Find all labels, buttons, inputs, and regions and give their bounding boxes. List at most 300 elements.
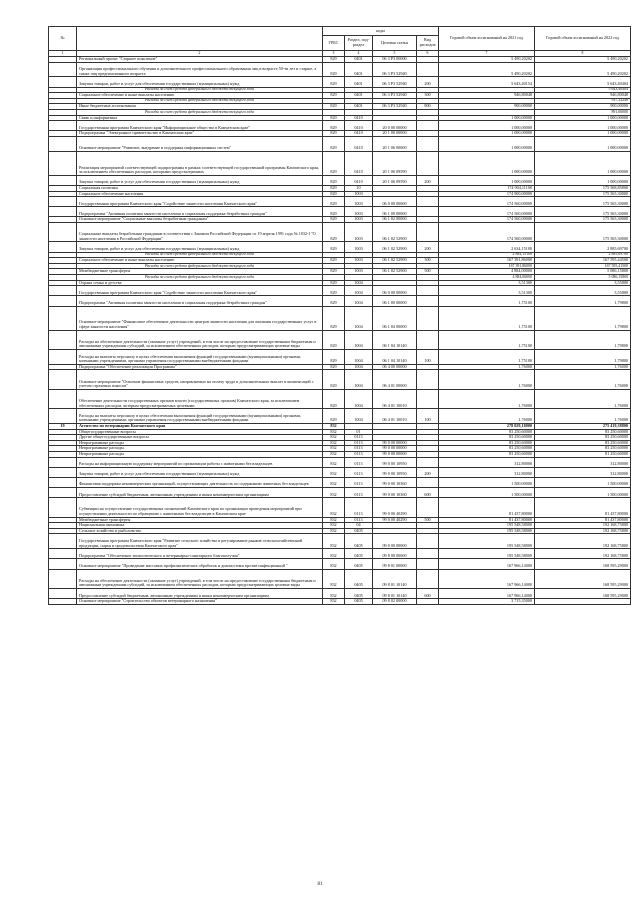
row-name-cell: Охрана семьи и детства [77, 280, 323, 286]
row-name-cell: Расходы на выплаты персоналу в целях обеспечения выполнения функций государственными (муниципальными) органами, казенными учреждениями, органами управления государственными внебюджетными фондами [77, 409, 323, 424]
row-number-cell [49, 136, 77, 151]
row-amount-2021-cell: 3 715,35000 [439, 599, 535, 605]
row-razdel-cell: 04 [345, 523, 373, 529]
table-row [49, 286, 631, 296]
row-name-cell: Предоставление субсидий бюджетным, автономным учреждениям и иным некоммерческим организациям [77, 488, 323, 498]
row-name-cell: Государственная программа Камчатского края "Содействие занятости населения Камчатского края" [77, 286, 323, 296]
header-name [77, 27, 323, 51]
row-razdel-cell: 1003 [345, 258, 373, 264]
row-amount-2022-cell: 192 168,75800 [535, 549, 631, 559]
row-razdel-cell: 0113 [345, 451, 373, 457]
row-vid-cell [417, 223, 439, 242]
row-number-cell [49, 559, 77, 569]
row-amount-2021-cell: 5 490,20202 [439, 62, 535, 77]
row-razdel-cell: 0401 [345, 77, 373, 87]
row-name-cell: Основное мероприятие "Освоение финансовых средств, направляемых на оплату труда и дополнительных выплат и компенсаций с учетом страховых взносов" [77, 370, 323, 389]
row-target-cell: 20 1 06 09590 [373, 175, 417, 185]
row-razdel-cell: 0113 [345, 477, 373, 487]
row-target-cell: 06 4 00 00000 [373, 364, 417, 370]
row-amount-2022-cell: 275 419,38800 [535, 423, 631, 429]
row-amount-2022-cell: 175 565,30000 [535, 223, 631, 242]
header-index: 1 [49, 51, 77, 57]
row-number-cell [49, 534, 77, 549]
row-razdel-cell: 1003 [345, 197, 373, 207]
table-row [49, 175, 631, 185]
header-target: Целевая статья [373, 36, 417, 51]
row-number-cell [49, 498, 77, 517]
row-amount-2021-cell: 195 548,58000 [439, 534, 535, 549]
row-amount-2021-cell: 1 000,00000 [439, 151, 535, 175]
row-amount-2021-cell: 3,51300 [439, 286, 535, 296]
row-target-cell: 99 0 00 10360 [373, 477, 417, 487]
row-target-cell: 06 0 00 00000 [373, 286, 417, 296]
row-amount-2022-cell: 312,80000 [535, 467, 631, 477]
row-amount-2021-cell: 5 643,40154 [439, 77, 535, 87]
row-name-cell: Расходы на обеспечение деятельности (оказание услуг) учреждений, в том числе на предоставление государственным бюджетным и автономным учреждениям субсидий, за исключением обеспеченных расходов, которым предусматривающих целевые виды [77, 569, 323, 588]
row-amount-2021-cell: 1,76000 [439, 389, 535, 408]
row-grbs-cell: 832 [323, 477, 345, 487]
row-name-cell: Агентство по ветеринарии Камчатского края [77, 423, 323, 429]
row-vid-cell: 600 [417, 488, 439, 498]
row-razdel-cell: 1003 [345, 191, 373, 197]
row-target-cell: 99 0 00 00000 [373, 446, 417, 452]
table-row [49, 121, 631, 131]
row-amount-2022-cell: 83 250,60000 [535, 429, 631, 435]
row-amount-2022-cell: 81 437,80000 [535, 517, 631, 523]
row-vid-cell [417, 207, 439, 217]
row-razdel-cell: 0113 [345, 488, 373, 498]
row-grbs-cell: 829 [323, 330, 345, 349]
row-grbs-cell: 832 [323, 440, 345, 446]
row-razdel-cell: 0113 [345, 435, 373, 441]
row-razdel-cell: 1004 [345, 409, 373, 424]
row-grbs-cell: 832 [323, 451, 345, 457]
row-target-cell: 06 1 00 00000 [373, 207, 417, 217]
row-razdel-cell: 1004 [345, 296, 373, 306]
row-name-cell: Расходы на информационную поддержку мероприятий по организации работы с животными без владельцев [77, 457, 323, 467]
row-target-cell: 20 1 00 00000 [373, 131, 417, 137]
row-amount-2022-cell: 1,79800 [535, 330, 631, 349]
row-razdel-cell: 0405 [345, 528, 373, 534]
row-vid-cell [417, 549, 439, 559]
table-row [49, 599, 631, 605]
row-amount-2022-cell: 168 595,29000 [535, 588, 631, 598]
row-name-cell: Межбюджетные трансферты [77, 269, 323, 275]
row-vid-cell [417, 498, 439, 517]
table-row [49, 389, 631, 408]
row-name-cell: Основное мероприятие "Социальные выплаты безработным гражданам" [77, 217, 323, 223]
table-row [49, 136, 631, 151]
table-row [49, 588, 631, 598]
row-grbs-cell: 829 [323, 191, 345, 197]
row-grbs-cell: 829 [323, 242, 345, 252]
row-target-cell: 99 0 00 40290 [373, 498, 417, 517]
row-name-cell: Реализация мероприятий соответствующей подпрограммы в рамках соответствующей государственной программы Камчатского края, за исключением обеспеченных расходов, которыми предусмотренных [77, 151, 323, 175]
row-razdel-cell: 0405 [345, 534, 373, 549]
row-grbs-cell: 832 [323, 528, 345, 534]
row-amount-2022-cell: 192 168,75800 [535, 528, 631, 534]
row-razdel-cell: 0113 [345, 498, 373, 517]
row-amount-2021-cell: 312,80000 [439, 467, 535, 477]
row-number-cell [49, 370, 77, 389]
row-amount-2021-cell: 83 250,60000 [439, 446, 535, 452]
row-amount-2022-cell: 5 490,20202 [535, 57, 631, 63]
row-amount-2021-cell: 83 250,60000 [439, 429, 535, 435]
row-vid-cell: 800 [417, 104, 439, 110]
budget-page [48, 26, 630, 605]
table-row [49, 534, 631, 549]
row-amount-2022-cell: 175 565,30000 [535, 217, 631, 223]
table-row [49, 296, 631, 306]
row-amount-2022-cell: 192 168,75800 [535, 523, 631, 529]
row-amount-2022-cell: 1 000,00000 [535, 121, 631, 131]
row-name-cell: Связь и информатика [77, 115, 323, 121]
row-vid-cell [417, 62, 439, 77]
row-amount-2022-cell: 5 490,20202 [535, 62, 631, 77]
row-target-cell: 06 1 02 52900 [373, 258, 417, 264]
row-vid-cell: 600 [417, 588, 439, 598]
row-amount-2021-cell: 174 560,00000 [439, 217, 535, 223]
table-row [49, 330, 631, 349]
row-razdel-cell: 0401 [345, 57, 373, 63]
row-amount-2022-cell: 83 250,60000 [535, 435, 631, 441]
row-name-cell: Государственная программа Камчатского края "Содействие занятости населения Камчатского края" [77, 197, 323, 207]
row-razdel-cell: 0410 [345, 151, 373, 175]
row-razdel-cell: 0405 [345, 599, 373, 605]
row-razdel-cell: 1004 [345, 306, 373, 330]
row-razdel-cell: 0410 [345, 131, 373, 137]
row-name-cell: Межбюджетные трансферты [77, 517, 323, 523]
row-amount-2021-cell: 83 250,60000 [439, 451, 535, 457]
header-index: 6 [417, 51, 439, 57]
table-row [49, 242, 631, 252]
row-target-cell: 09 8 02 00000 [373, 599, 417, 605]
row-target-cell: 99 0 00 10950 [373, 467, 417, 477]
row-amount-2022-cell: 1 000,00000 [535, 136, 631, 151]
row-amount-2021-cell: 81 437,80000 [439, 498, 535, 517]
row-target-cell: 06 3 P3 52940 [373, 93, 417, 99]
row-amount-2021-cell: 1 000,00000 [439, 175, 535, 185]
table-row [49, 349, 631, 364]
row-amount-2022-cell: 175 568,85800 [535, 185, 631, 191]
row-grbs-cell: 829 [323, 121, 345, 131]
row-number-cell [49, 409, 77, 424]
row-target-cell: 06 4 01 10010 [373, 389, 417, 408]
row-grbs-cell: 829 [323, 136, 345, 151]
row-name-cell: Организация профессионального обучения и дополнительного профессионального образования лиц в возрасте 50-ти лет и старше, а также лиц предпенсионного возраста [77, 62, 323, 77]
row-name-cell: Социальное обеспечение и иные выплаты населению [77, 93, 323, 99]
row-amount-2022-cell: 1 500,00000 [535, 488, 631, 498]
row-razdel-cell: 0405 [345, 559, 373, 569]
table-row [49, 457, 631, 467]
table-row [49, 569, 631, 588]
row-amount-2021-cell: 2 884,15100 [439, 252, 535, 258]
row-number-cell [49, 223, 77, 242]
row-number-cell [49, 62, 77, 77]
table-row [49, 559, 631, 569]
row-target-cell: 99 0 00 00000 [373, 440, 417, 446]
row-grbs-cell: 829 [323, 349, 345, 364]
table-row [49, 223, 631, 242]
row-name-cell: Расходы за счет средств федерального бюджета текущего года [77, 109, 323, 115]
row-amount-2022-cell: 3,55800 [535, 280, 631, 286]
row-amount-2022-cell: 175 565,30000 [535, 197, 631, 207]
row-amount-2021-cell: 946,80048 [439, 93, 535, 99]
row-name-cell: Другие общегосударственные вопросы [77, 435, 323, 441]
row-amount-2022-cell: 5 643,40404 [535, 87, 631, 93]
row-amount-2021-cell: 174 900,00000 [439, 191, 535, 197]
row-name-cell: Социальные выплаты безработным гражданам в соответствии с Законом Российской Федерации от 19 апреля 1991 года № 1032-I "О занятости населения в Российской Федерации" [77, 223, 323, 242]
row-grbs-cell: 832 [323, 534, 345, 549]
row-target-cell: 99 0 00 40290 [373, 517, 417, 523]
row-vid-cell [417, 121, 439, 131]
row-amount-2021-cell: 278 029,18000 [439, 423, 535, 429]
header-index: 3 [323, 51, 345, 57]
row-name-cell: Закупка товаров, работ и услуг для обеспечения государственных (муниципальных) нужд [77, 242, 323, 252]
row-number-cell [49, 286, 77, 296]
row-amount-2022-cell: 2 885,69700 [535, 242, 631, 252]
row-target-cell: 06 3 P3 52940 [373, 77, 417, 87]
row-amount-2022-cell: 1,76000 [535, 409, 631, 424]
row-vid-cell [417, 370, 439, 389]
table-row [49, 549, 631, 559]
row-razdel-cell: 1004 [345, 330, 373, 349]
row-amount-2022-cell: 167 595,44500 [535, 258, 631, 264]
row-grbs-cell: 832 [323, 457, 345, 467]
row-amount-2022-cell: 900,00000 [535, 104, 631, 110]
header-codes: коды [323, 27, 439, 36]
row-grbs-cell: 829 [323, 93, 345, 99]
row-name-cell: Подпрограмма "Электронное правительство в Камчатском крае" [77, 131, 323, 137]
row-name-cell: Закупка товаров, работ и услуг для обеспечения государственных (муниципальных) нужд [77, 467, 323, 477]
row-name-cell: Непрограммные расходы [77, 446, 323, 452]
row-vid-cell: 500 [417, 269, 439, 275]
row-grbs-cell: 829 [323, 104, 345, 110]
row-razdel-cell: 1003 [345, 223, 373, 242]
row-razdel-cell: 1003 [345, 207, 373, 217]
row-razdel-cell: 1003 [345, 269, 373, 275]
row-razdel-cell: 0401 [345, 93, 373, 99]
row-razdel-cell: 0113 [345, 517, 373, 523]
row-amount-2021-cell: 5 490,20202 [439, 57, 535, 63]
row-razdel-cell: 1004 [345, 286, 373, 296]
row-amount-2021-cell: 1 000,00000 [439, 121, 535, 131]
row-vid-cell [417, 330, 439, 349]
row-amount-2021-cell: 174 904,11100 [439, 185, 535, 191]
header-year-2022: Годовой объем ассигнований на 2022 год [535, 27, 631, 51]
row-amount-2022-cell: 1 000,00000 [535, 115, 631, 121]
header-vid: Вид расходов [417, 36, 439, 51]
row-name-cell: Социальное обеспечение населения [77, 191, 323, 197]
row-vid-cell: 200 [417, 77, 439, 87]
row-grbs-cell: 832 [323, 498, 345, 517]
row-amount-2021-cell: 167 966,14000 [439, 588, 535, 598]
row-name-cell: Расходы за счет средств федерального бюджета текущего года [77, 87, 323, 93]
row-amount-2021-cell: 4 884,00000 [439, 269, 535, 275]
row-vid-cell: 300 [417, 93, 439, 99]
row-grbs-cell: 829 [323, 217, 345, 223]
row-name-cell: Основное мероприятие "Строительство объектов ветеринарного назначения" [77, 599, 323, 605]
row-amount-2022-cell: 83 250,60000 [535, 446, 631, 452]
row-number-cell [49, 389, 77, 408]
row-amount-2022-cell: 83 250,60000 [535, 440, 631, 446]
row-razdel-cell: 0410 [345, 115, 373, 121]
row-number-cell [49, 175, 77, 185]
row-amount-2022-cell: 1 500,00000 [535, 477, 631, 487]
row-name-cell: Закупка товаров, работ и услуг для обеспечения государственных (муниципальных) нужд [77, 77, 323, 87]
row-number-cell [49, 599, 77, 605]
row-target-cell: 06 1 04 10140 [373, 330, 417, 349]
row-amount-2021-cell: 195 548,58000 [439, 549, 535, 559]
table-row [49, 477, 631, 487]
row-grbs-cell: 829 [323, 131, 345, 137]
row-target-cell: 06 1 00 00000 [373, 296, 417, 306]
table-row [49, 488, 631, 498]
row-razdel-cell: 1003 [345, 242, 373, 252]
row-grbs-cell: 832 [323, 559, 345, 569]
row-target-cell: 06 4 01 10010 [373, 409, 417, 424]
row-name-cell: Основное мероприятие "Развитие, внедрение и поддержка информационных систем" [77, 136, 323, 151]
row-grbs-cell: 832 [323, 549, 345, 559]
row-vid-cell [417, 286, 439, 296]
row-vid-cell [417, 197, 439, 207]
header-index: 4 [345, 51, 373, 57]
row-target-cell: 06 1 02 52900 [373, 223, 417, 242]
row-vid-cell [417, 569, 439, 588]
row-name-cell: Социальное обеспечение и иные выплаты населению [77, 258, 323, 264]
row-number-cell [49, 77, 77, 87]
row-amount-2021-cell: 2 634,15100 [439, 242, 535, 252]
row-grbs-cell: 829 [323, 62, 345, 77]
row-vid-cell: 200 [417, 175, 439, 185]
row-target-cell: 06 1 04 00000 [373, 306, 417, 330]
row-target-cell: 09 8 01 00000 [373, 559, 417, 569]
table-row [49, 370, 631, 389]
row-amount-2022-cell: 1 000,00000 [535, 151, 631, 175]
row-grbs-cell: 829 [323, 151, 345, 175]
row-grbs-cell: 829 [323, 280, 345, 286]
row-amount-2021-cell: 195 548,58000 [439, 523, 535, 529]
row-vid-cell [417, 559, 439, 569]
row-amount-2022-cell: 3,55800 [535, 286, 631, 296]
row-amount-2022-cell: 2 885,69700 [535, 252, 631, 258]
header-year-2021: Годовой объем ассигнований на 2021 год [439, 27, 535, 51]
row-amount-2022-cell: 168 595,29000 [535, 559, 631, 569]
row-vid-cell: 100 [417, 409, 439, 424]
row-amount-2022-cell: 1,76000 [535, 364, 631, 370]
row-target-cell: 06 1 02 52900 [373, 269, 417, 275]
row-name-cell: Расходы за счет средств федерального бюджета текущего года [77, 275, 323, 281]
row-number-cell [49, 121, 77, 131]
row-amount-2022-cell: 1,76000 [535, 370, 631, 389]
row-amount-2022-cell: 1,79800 [535, 306, 631, 330]
row-amount-2021-cell: 1,75100 [439, 330, 535, 349]
table-row [49, 498, 631, 517]
row-name-cell: Непрограммные расходы [77, 451, 323, 457]
row-grbs-cell: 829 [323, 409, 345, 424]
row-vid-cell [417, 136, 439, 151]
row-amount-2021-cell: 174 560,00000 [439, 223, 535, 242]
row-amount-2022-cell: 1 000,00000 [535, 131, 631, 137]
row-grbs-cell: 829 [323, 364, 345, 370]
row-target-cell: 20 0 00 00000 [373, 121, 417, 131]
row-grbs-cell: 832 [323, 523, 345, 529]
row-name-cell: Расходы на обеспечение деятельности (оказание услуг) учреждений, в том числе на предоставление государственным бюджетным и автономным учреждениям субсидий, за исключением обеспеченных расходов, которым предусматривающих целевые виды [77, 330, 323, 349]
row-razdel-cell: 0113 [345, 440, 373, 446]
row-amount-2021-cell: 1 000,00000 [439, 131, 535, 137]
row-target-cell: 06 0 00 00000 [373, 197, 417, 207]
row-amount-2021-cell: 4 884,00000 [439, 275, 535, 281]
row-grbs-cell: 829 [323, 370, 345, 389]
header-index: 7 [439, 51, 535, 57]
row-name-cell: Социальная политика [77, 185, 323, 191]
header-no: № [49, 27, 77, 51]
row-amount-2021-cell: 900,00000 [439, 104, 535, 110]
row-target-cell: 09 8 01 10140 [373, 569, 417, 588]
row-razdel-cell: 01 [345, 429, 373, 435]
row-amount-2022-cell: 1,79800 [535, 296, 631, 306]
row-amount-2022-cell: 5 643,40404 [535, 77, 631, 87]
row-vid-cell: 500 [417, 517, 439, 523]
row-number-cell [49, 477, 77, 487]
row-razdel-cell: 0410 [345, 175, 373, 185]
row-amount-2021-cell: 174 560,00000 [439, 207, 535, 217]
table-row [49, 197, 631, 207]
row-target-cell: 20 1 06 00000 [373, 136, 417, 151]
row-amount-2021-cell: 167 391,86000 [439, 258, 535, 264]
row-amount-2021-cell: 167 966,14000 [439, 559, 535, 569]
row-target-cell: 06 3 P3 52940 [373, 62, 417, 77]
row-amount-2021-cell: 1,75100 [439, 349, 535, 364]
row-name-cell: Подпрограмма "Обеспечение реализации Программы" [77, 364, 323, 370]
row-grbs-cell: 829 [323, 185, 345, 191]
row-vid-cell [417, 306, 439, 330]
row-vid-cell [417, 389, 439, 408]
row-razdel-cell: 1004 [345, 370, 373, 389]
table-row [49, 467, 631, 477]
table-row [49, 151, 631, 175]
row-grbs-cell: 829 [323, 175, 345, 185]
header-razdel: Раздел, под-раздел [345, 36, 373, 51]
header-index: 5 [373, 51, 417, 57]
row-grbs-cell: 829 [323, 269, 345, 275]
row-name-cell: Региональный проект "Старшее поколение" [77, 57, 323, 63]
row-grbs-cell: 832 [323, 423, 345, 429]
row-amount-2021-cell: 1 000,00000 [439, 136, 535, 151]
row-name-cell: Финансовая поддержка некоммерческих организаций, осуществляющих деятельность по содержанию животных без владельцев [77, 477, 323, 487]
row-number-cell [49, 467, 77, 477]
row-amount-2021-cell: 1 500,00000 [439, 477, 535, 487]
table-row [49, 409, 631, 424]
row-amount-2022-cell: 5 086,15800 [535, 275, 631, 281]
row-grbs-cell: 832 [323, 435, 345, 441]
row-grbs-cell: 832 [323, 446, 345, 452]
row-grbs-cell: 829 [323, 77, 345, 87]
row-razdel-cell: 0410 [345, 121, 373, 131]
row-name-cell: Государственная программа Камчатского края "Развитие сельского хозяйства и регулирование рынков сельскохозяйственной продукции, сырья и продовольствия Камчатского края" [77, 534, 323, 549]
row-name-cell: Расходы за счет средств федерального бюджета текущего года [77, 252, 323, 258]
row-target-cell: 99 0 00 00000 [373, 451, 417, 457]
row-vid-cell: 100 [417, 349, 439, 364]
row-amount-2021-cell: 1,76000 [439, 409, 535, 424]
row-amount-2022-cell: 946,80048 [535, 93, 631, 99]
row-target-cell: 06 3 P3 00000 [373, 57, 417, 63]
row-name-cell: Государственная программа Камчатского края "Информационное общество в Камчатском крае" [77, 121, 323, 131]
row-amount-2022-cell: 81 437,80000 [535, 498, 631, 517]
row-amount-2022-cell: 1 000,00000 [535, 175, 631, 185]
row-name-cell: Общегосударственные вопросы [77, 429, 323, 435]
row-grbs-cell: 829 [323, 286, 345, 296]
